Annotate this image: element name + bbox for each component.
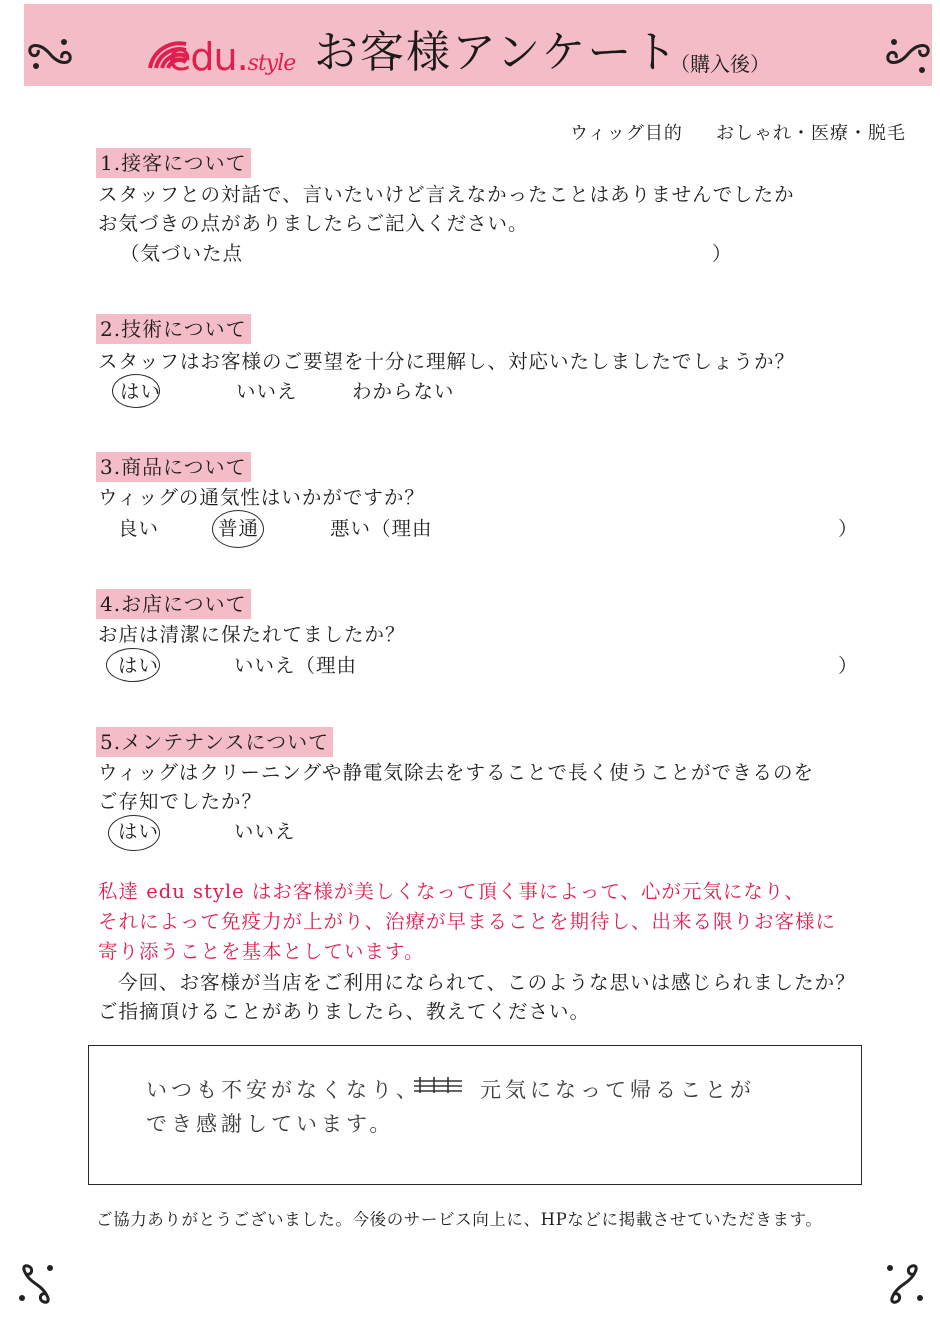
mission-line-1: 私達 edu style はお客様が美しくなって頂く事によって、心が元気になり、 xyxy=(98,880,805,903)
handwritten-line-1b: 元気になって帰ることが xyxy=(480,1078,755,1102)
logo-style: style xyxy=(247,51,296,76)
section-5-heading: 5.メンテナンスについて xyxy=(96,727,333,757)
section-3-option-normal: 普通 xyxy=(218,517,260,540)
section-1-answer-open: （気づいた点 xyxy=(120,242,244,265)
section-2-option-unknown: わからない xyxy=(352,380,455,403)
section-4-option-yes: はい xyxy=(118,654,160,677)
section-3-line-1: ウィッグの通気性はいかがですか？ xyxy=(98,486,425,509)
section-1-line-1: スタッフとの対話で、言いたいけど言えなかったことはありませんでしたか xyxy=(98,183,795,206)
handwritten-line-1a: いつも不安がなくなり、 xyxy=(146,1078,421,1102)
section-3-option-good: 良い xyxy=(118,517,160,540)
section-5-option-yes: はい xyxy=(118,820,160,843)
question-line-2: ご指摘頂けることがありましたら、教えてください。 xyxy=(98,1000,591,1023)
wig-purpose-label: ウィッグ目的 xyxy=(570,123,683,144)
selection-circle xyxy=(108,815,160,851)
corner-ornament-icon xyxy=(22,34,78,74)
footer-note: ご協力ありがとうございました。今後のサービス向上に、HPなどに掲載させていただきます。 xyxy=(96,1210,823,1229)
selection-circle xyxy=(212,510,264,548)
page-title: お客様アンケート xyxy=(314,27,680,78)
section-5-line-1: ウィッグはクリーニングや静電気除去をすることで長く使うことができるのを xyxy=(98,761,814,784)
logo-main: edu. xyxy=(168,35,248,79)
section-2-option-no: いいえ xyxy=(236,380,298,403)
section-1-answer-close: ） xyxy=(712,242,733,265)
question-line-1: 今回、お客様が当店をご利用になられて、このような思いは感じられましたか？ xyxy=(118,971,856,994)
section-3-option-bad: 悪い（理由 xyxy=(330,517,433,540)
section-4-option-no: いいえ（理由 xyxy=(234,654,358,677)
corner-ornament-icon xyxy=(14,1258,58,1308)
section-2-option-yes: はい xyxy=(120,380,162,403)
section-5-line-2: ご存知でしたか？ xyxy=(98,790,263,813)
mission-line-3: 寄り添うことを基本としています。 xyxy=(98,940,425,963)
brand-logo xyxy=(168,35,296,79)
section-1-line-2: お気づきの点がありましたらご記入ください。 xyxy=(98,212,529,235)
selection-circle xyxy=(106,648,160,682)
section-3-answer-close: ） xyxy=(838,517,859,540)
scribble-mark xyxy=(412,1075,464,1095)
section-4-answer-close: ） xyxy=(838,654,859,677)
section-4-line-1: お店は清潔に保たれてましたか？ xyxy=(98,623,406,646)
section-2-heading: 2.技術について xyxy=(96,314,251,344)
corner-ornament-icon xyxy=(880,1258,928,1308)
section-4-heading: 4.お店について xyxy=(96,589,251,619)
page-subtitle: （購入後） xyxy=(670,52,770,76)
wig-purpose-options: おしゃれ・医療・脱毛 xyxy=(716,123,906,144)
header-band xyxy=(24,4,932,86)
section-5-option-no: いいえ xyxy=(234,820,296,843)
section-1-heading: 1.接客について xyxy=(96,148,251,178)
corner-ornament-icon xyxy=(880,34,936,78)
section-3-heading: 3.商品について xyxy=(96,452,251,482)
mission-line-2: それによって免疫力が上がり、治療が早まることを期待し、出来る限りお客様に xyxy=(98,910,837,933)
handwritten-line-2: でき感謝しています。 xyxy=(146,1112,395,1136)
section-2-line-1: スタッフはお客様のご要望を十分に理解し、対応いたしましたでしょうか？ xyxy=(98,350,796,373)
selection-circle xyxy=(112,374,160,408)
